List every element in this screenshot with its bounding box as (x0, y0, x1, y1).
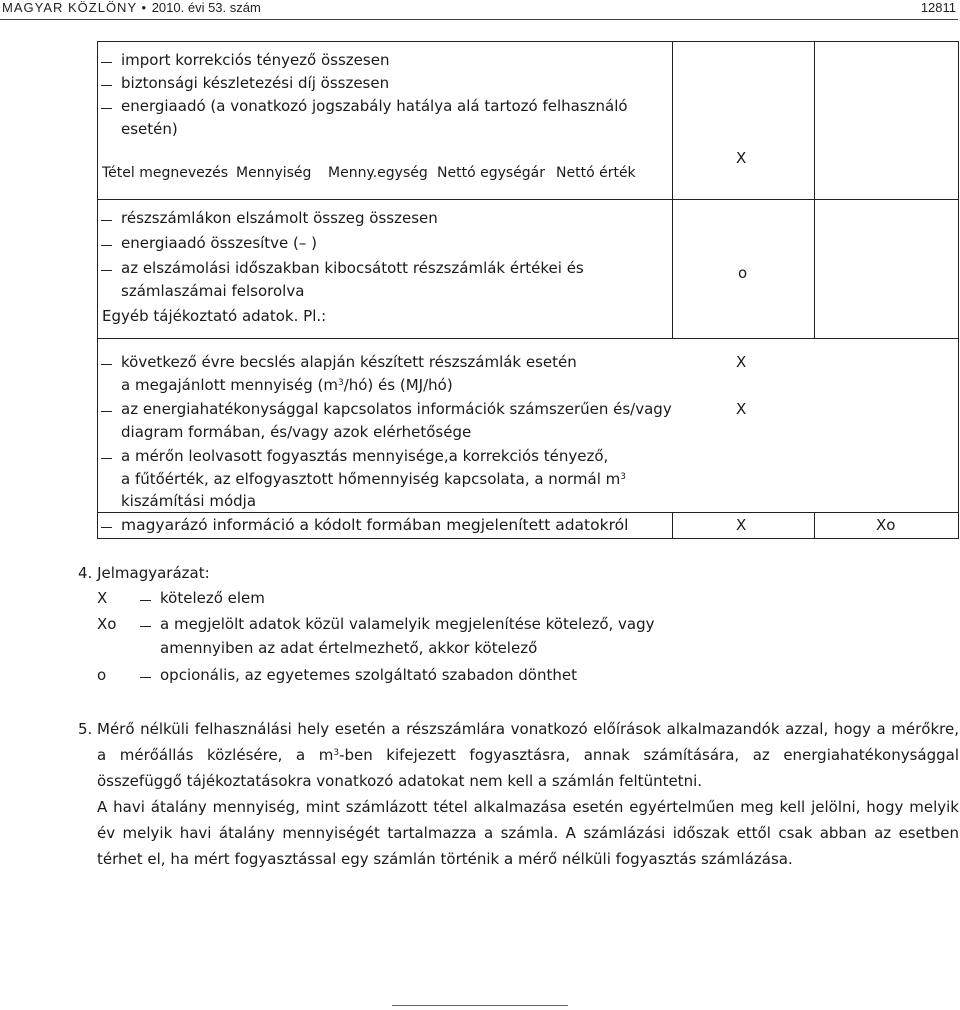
paragraph: Mérő nélküli felhasználási hely esetén a részszámlára vonatkozó előírások alkalmazandók azzal, hogy a mérőkre, a mérőállás közlésére, a $m^3$-ben kifejezett fogyasztásra, annak számítására, az energiahatékonysággal összefüggő tájékoztatásokra vonatkozó adatokat nem kell a számlán feltüntetni. (97, 720, 959, 790)
page-number: 12811 (920, 0, 956, 15)
dash (101, 85, 112, 86)
dash (140, 600, 151, 601)
mark-mandatory: X (736, 353, 747, 371)
dash (140, 677, 151, 678)
paragraph: A havi átalány mennyiség, mint számlázott tétel alkalmazása esetén egyértelműen meg kell jelölni, hogy melyik év melyik havi átalány mennyiségét tartalmazza a számla. A számlázási időszak ettől csak abban az esetben térhet el, ha mért fogyasztással egy számlán történik a mérő nélküli fogyasztás számlázása. (97, 798, 959, 868)
legend-symbol: X (97, 589, 108, 607)
list-item: energiaadó (a vonatkozó jogszabály hatálya alá tartozó felhasználó (121, 97, 628, 115)
row-divider-2 (672, 199, 959, 200)
column-divider-2 (814, 41, 815, 338)
list-item-continuation: számlaszámai felsorolva (121, 282, 305, 300)
dash (101, 270, 112, 271)
column-divider-3 (672, 512, 673, 539)
legend-text: opcionális, az egyetemes szolgáltató szabadon dönthet (160, 666, 577, 684)
column-header-item-name: Tétel megnevezés (102, 165, 229, 181)
column-header-net-value: Nettó érték (556, 165, 636, 181)
legend-heading: 4. Jelmagyarázat: (78, 564, 210, 582)
list-item-continuation: kiszámítási módja (121, 492, 257, 510)
dash (101, 62, 112, 63)
dash (101, 527, 112, 528)
mark-mandatory-or: Xo (876, 516, 896, 534)
legend-symbol: Xo (97, 615, 117, 633)
legend-symbol: o (97, 666, 107, 684)
list-item: a mérőn leolvasott fogyasztás mennyisége,a korrekciós tényező, (121, 447, 609, 465)
header-rule (0, 19, 958, 20)
footer-rule (392, 1005, 568, 1006)
list-item-continuation: diagram formában, és/vagy azok elérhetősége (121, 423, 472, 441)
dash (101, 220, 112, 221)
row-divider-3 (97, 338, 959, 339)
column-header-unit: Menny.egység (328, 165, 428, 181)
list-item: következő évre becslés alapján készített részszámlák esetén (121, 353, 577, 371)
mark-optional: o (738, 264, 748, 282)
list-item: az elszámolási időszakban kibocsátott részszámlák értékei és (121, 259, 584, 277)
dash (101, 364, 112, 365)
legend-text-continuation: amennyiben az adat értelmezhető, akkor kötelező (160, 639, 538, 657)
section-5-text (97, 716, 959, 872)
dash (101, 458, 112, 459)
column-divider-4 (814, 512, 815, 539)
column-header-unit-price: Nettó egységár (437, 165, 545, 181)
legend-text: a megjelölt adatok közül valamelyik megjelenítése kötelező, vagy (160, 615, 655, 633)
list-item: energiaadó összesítve (– ) (121, 234, 318, 252)
other-info-label: Egyéb tájékoztató adatok. Pl.: (102, 307, 327, 325)
mark-mandatory: X (736, 400, 747, 418)
section-number: 5. (78, 720, 93, 738)
list-item: import korrekciós tényező összesen (121, 51, 390, 69)
list-item: biztonsági készletezési díj összesen (121, 74, 390, 92)
dash (140, 626, 151, 627)
mark-mandatory: X (736, 516, 747, 534)
row-divider-1 (97, 199, 672, 200)
journal-title: MAGYAR KÖZLÖNY • 2010. évi 53. szám (2, 0, 261, 15)
legend-text: kötelező elem (160, 589, 265, 607)
list-item: magyarázó információ a kódolt formában megjelenített adatokról (121, 516, 629, 534)
list-item: az energiahatékonysággal kapcsolatos információk számszerűen és/vagy (121, 400, 672, 418)
list-item: részszámlákon elszámolt összeg összesen (121, 209, 438, 227)
dash (101, 245, 112, 246)
column-header-quantity: Mennyiség (236, 165, 312, 181)
dash (101, 108, 112, 109)
page-header (0, 0, 958, 20)
list-item-continuation: a fűtőérték, az elfogyasztott hőmennyiség kapcsolata, a normál $m^3$ (121, 470, 626, 488)
list-item-continuation: a megajánlott mennyiség $(m^3/hó)$ és (MJ/hó) (121, 376, 453, 394)
dash (101, 411, 112, 412)
mark-mandatory: X (736, 149, 747, 167)
list-item-continuation: esetén) (121, 120, 178, 138)
column-divider-1 (672, 41, 673, 338)
row-divider-4 (97, 512, 959, 513)
